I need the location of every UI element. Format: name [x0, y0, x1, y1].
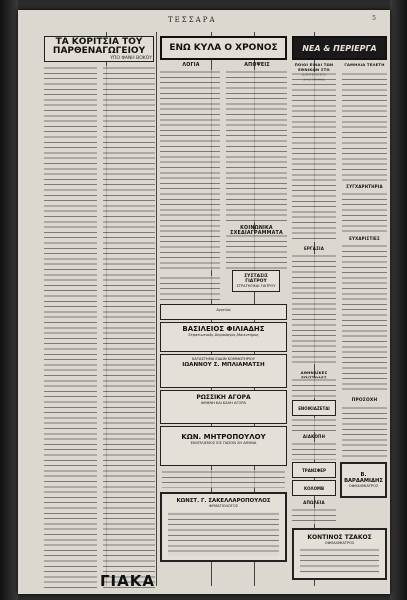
- text-block: [162, 470, 285, 488]
- right-mid: ΠΡΟΣΟΧΗ: [351, 398, 378, 403]
- notice-transfer: [292, 462, 336, 478]
- text-block: [342, 244, 387, 394]
- ad-tsakos: [292, 528, 387, 580]
- text-block: [226, 234, 287, 270]
- ad-mitropoulou: [160, 426, 287, 466]
- feature-title-box: [44, 36, 154, 62]
- notice-sub: ΔΙΑΚΟΠΗ: [302, 434, 326, 439]
- text-block: [160, 276, 220, 300]
- ad-tsakos-title: ΚΟΝΤΙΝΟΣ ΤΖΑΚΟΣ: [307, 534, 372, 541]
- text-block: [292, 72, 336, 242]
- text-block: [160, 70, 220, 270]
- page-title: ΤΕΣΣΑΡΑ: [168, 16, 217, 24]
- page-header: [18, 10, 390, 32]
- text-block: [342, 72, 387, 182]
- ad-body: [168, 512, 279, 556]
- ad-metro-title: ΚΩΝ. ΜΗΤΡΟΠΟΥΛΟΥ: [181, 433, 266, 441]
- ad-sakell-sub: ΦΥΜΑΤΙΟΛΟΓΟΣ: [208, 504, 239, 508]
- binding-spine: [0, 0, 18, 600]
- notice-let-text: ΕΝΟΙΚΙΑΖΕΤΑΙ: [298, 406, 330, 411]
- transfer-text: ΤΡΑΝΣΦΕΡ: [302, 468, 326, 473]
- notice-kolomb: [292, 480, 336, 496]
- right-heading: ΓΑΜΗΛΙΑ ΤΕΛΕΤΗ: [344, 62, 385, 67]
- text-block: [342, 192, 387, 232]
- ad-agora-title: ΡΩΣΣΙΚΗ ΑΓΟΡΑ: [196, 394, 251, 401]
- text-block: [292, 418, 336, 432]
- column-time: [160, 32, 288, 588]
- notice-heading: ΣΥΣΤΑΣΙΣ ΓΙΑΤΡΟΥ: [244, 274, 268, 284]
- mid-heading: ΑΘΗΝΑΪΚΕΣ: [300, 370, 328, 375]
- ad-agora-sub: ΦΘΗΝΗ ΚΑΙ ΚΑΛΗ ΑΓΟΡΑ: [201, 401, 246, 405]
- page-edge: [390, 0, 407, 600]
- sub-heading: ΚΟΙΝΩΝΙΚΑ: [240, 226, 273, 231]
- ad-sakellaropoulos: [160, 492, 287, 562]
- column-news: [292, 32, 388, 588]
- kolomb-text: ΚΟΛΟΜΒ: [303, 486, 325, 491]
- notice-box: [232, 270, 280, 292]
- ad-russian-market: [160, 390, 287, 424]
- ad-var-sub: ΟΦΘΑΛΜΙΑΤΡΟΣ: [348, 484, 379, 488]
- text-block: [292, 508, 336, 524]
- right-sub: ΣΥΓΧΑΡΗΤΗΡΙΑ: [346, 184, 383, 189]
- ad-fiadis: [160, 322, 287, 352]
- newspaper-page: [18, 10, 390, 594]
- lost-heading: ΑΠΩΛΕΙΑ: [303, 500, 325, 505]
- ad-fiadis-title: ΒΑΣΙΛΕΙΟΣ ΦΙΛΙΑΔΗΣ: [182, 325, 265, 333]
- left-sub: ΕΡΓΑΣΙΑ: [303, 246, 325, 251]
- notice-text: ΣΤΡΑΤΗΓΙΚΑΙ ΓΙΑΤΡΟΥ: [236, 284, 276, 288]
- text-block: [226, 70, 287, 222]
- text-block: [292, 254, 336, 364]
- ad-metro-sub: ΕΝΟΠΛΙΣΜΟΣ ΕΙΣ ΠΑΣΟΝ ΣΗ ΑΘΗΝΑ: [190, 441, 257, 445]
- text-block: [342, 406, 387, 458]
- section-left: ΛΟΓΙΑ: [182, 63, 200, 68]
- feature-text-left: [44, 66, 97, 588]
- feature-column: [44, 32, 158, 588]
- right-mid2: ΕΥΧΑΡΙΣΤΙΕΣ: [349, 236, 380, 241]
- ad-mpliamatsi: [160, 354, 287, 388]
- ad-mpl-sub: ΚΑΤΑΣΤΗΜΑ ΕΙΔΩΝ ΚΟΜΜΩΤΗΡΙΟΥ: [192, 357, 255, 361]
- feature-text-right: [103, 66, 155, 588]
- text-block: [292, 378, 336, 398]
- ad-mpl-title: ΙΩΑΝΝΟΥ Σ. ΜΠΛΙΑΜΑΤΣΗ: [182, 361, 265, 368]
- bottom-word: ΓΙΑΚΑ: [100, 572, 155, 588]
- section-right: ΑΠΟΨΕΙΣ: [244, 63, 270, 68]
- page-number: 5: [372, 15, 376, 22]
- ad-sakell-title: ΚΩΝΣΤ. Γ. ΣΑΚΕΛΛΑΡΟΠΟΥΛΟΣ: [176, 498, 271, 504]
- ad-body: [300, 548, 379, 574]
- feature-author: ΥΠΟ ΦΑΝΗ ΒΟΚΟΥ: [110, 56, 152, 61]
- news-banner: ΝΕΑ & ΠΕΡΙΕΡΓΑ: [292, 36, 387, 60]
- ad-vardamidis: [340, 462, 387, 498]
- feature-title: ΤΑ ΚΟΡΙΤΣΙΑ ΤΟΥ ΠΑΡΘΕΝΑΓΩΓΕΙΟΥ: [52, 37, 146, 56]
- text-block: [292, 442, 336, 460]
- time-banner: ΕΝΩ ΚΥΛΑ Ο ΧΡΟΝΟΣ: [160, 36, 287, 60]
- ad-fiadis-text: Στρατιωτικός-Χειρούργος-Μαιευτήρος: [188, 333, 259, 337]
- left-heading: ΠΟΙΟΙ ΕΙΝΑΙ ΤΩΝ ΕΘΝΙΚΩΝ ΣΤΟ: [294, 62, 334, 72]
- advert-notice: [160, 304, 287, 320]
- ad-tsakos-sub: ΟΦΘΑΛΜΙΑΤΡΟΣ: [324, 541, 355, 545]
- advert-label: Αγγελία: [216, 308, 231, 312]
- ad-var-title: Β. ΒΑΡΔΑΜΙΔΗΣ: [344, 472, 383, 484]
- notice-let: [292, 400, 336, 416]
